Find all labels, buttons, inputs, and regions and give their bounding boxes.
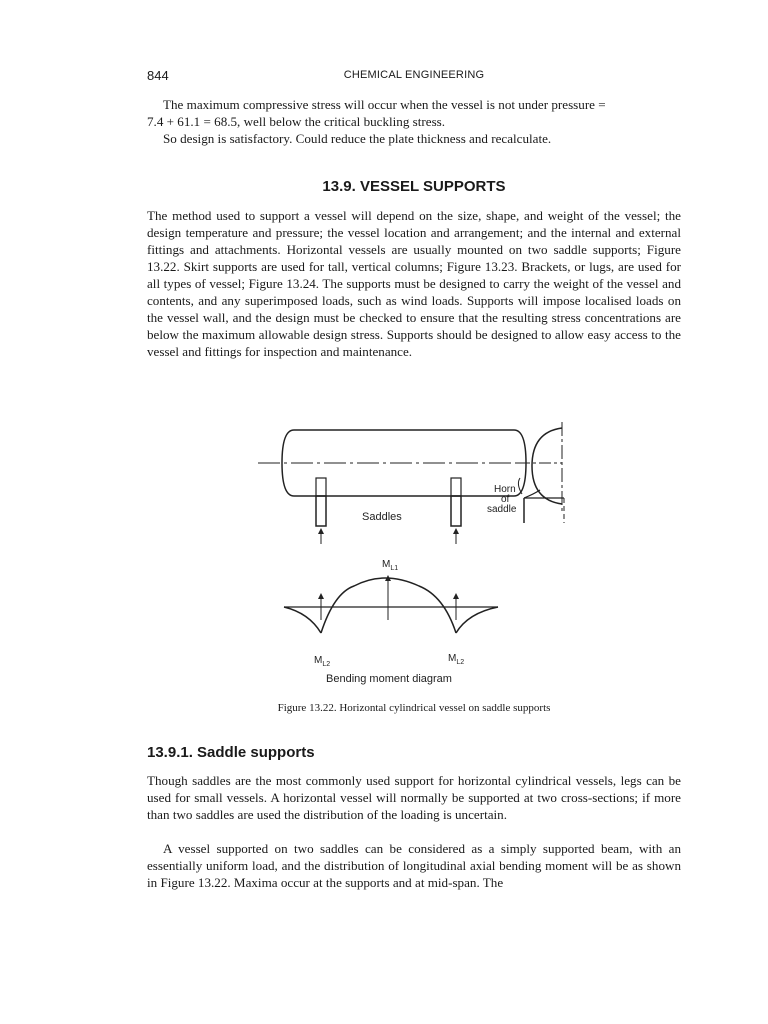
figure-caption: Figure 13.22. Horizontal cylindrical vessel on saddle supports xyxy=(277,702,551,714)
horn-label-3: saddle xyxy=(487,504,517,515)
right-saddle-top xyxy=(451,478,461,496)
intro-line-2: 7.4 + 61.1 = 68.5, well below the critical buckling stress. xyxy=(147,114,446,129)
figure-saddle-supports xyxy=(254,408,584,688)
left-saddle-arrowhead xyxy=(318,528,324,534)
bmd-left-arrowhead xyxy=(318,593,324,599)
right-saddle xyxy=(451,496,461,526)
bmd-right-hogging xyxy=(456,607,498,633)
intro-line-1: The maximum compressive stress will occur when the vessel is not under pressure = xyxy=(163,97,606,112)
bmd-right-arrowhead xyxy=(453,593,459,599)
ml1-label: $M_{L1}$ xyxy=(382,559,399,572)
intro-line-3: So design is satisfactory. Could reduce the plate thickness and recalculate. xyxy=(163,131,552,146)
page-number: 844 xyxy=(147,68,169,83)
end-view-saddle-horn xyxy=(524,490,540,498)
running-head xyxy=(147,68,681,84)
horn-label-2: of xyxy=(501,494,510,505)
section-body-paragraph: The method used to support a vessel will depend on the size, shape, and weight of the vessel; the design temperature and pressure; the vessel location and arrangement; and the internal and external fittings and attachments. Horizontal vessels are usually mounted on two saddle supports; Figure 13.22. Skirt supports are used for tall, vertical columns; Figure 13.23. Brackets, or lugs, are used for all types of vessel; Figure 13.24. The supports must be designed to carry the weight of the vessel and contents, and any superimposed loads, such as wind loads. Supports will impose localised loads on the vessel wall, and the design must be checked to ensure that the resulting stress concentrations are below the maximum allowable design stress. Supports should be designed to allow easy access to the vessel and fittings for inspection and maintenance. xyxy=(147,208,681,359)
subsection-paragraph-1: Though saddles are the most commonly used support for horizontal cylindrical vessels, legs can be used for small vessels. A horizontal vessel will normally be supported at two cross-sections; if more than two saddles are used the distribution of the loading is uncertain. xyxy=(147,773,681,822)
vessel-diagram xyxy=(254,408,584,688)
saddles-label: Saddles xyxy=(362,511,402,523)
subsection-paragraph-2: A vessel supported on two saddles can be considered as a simply supported beam, with an essentially uniform load, and the distribution of longitudinal axial bending moment will be as shown in Figure 13.22. Maxima occur at the supports and at mid-span. The xyxy=(147,841,681,890)
horn-label-1: Horn xyxy=(494,484,516,495)
left-saddle-top xyxy=(316,478,326,496)
bmd-label: Bending moment diagram xyxy=(326,673,452,685)
ml2-right-label: $M_{L2}$ xyxy=(448,653,465,666)
right-saddle-arrowhead xyxy=(453,528,459,534)
ml2-left-label: $M_{L2}$ xyxy=(314,655,331,668)
subsection-heading: 13.9.1. Saddle supports xyxy=(147,744,315,761)
section-heading: 13.9. VESSEL SUPPORTS xyxy=(322,178,506,195)
bmd-left-hogging xyxy=(284,607,321,633)
running-title: CHEMICAL ENGINEERING xyxy=(343,69,485,81)
left-saddle xyxy=(316,496,326,526)
